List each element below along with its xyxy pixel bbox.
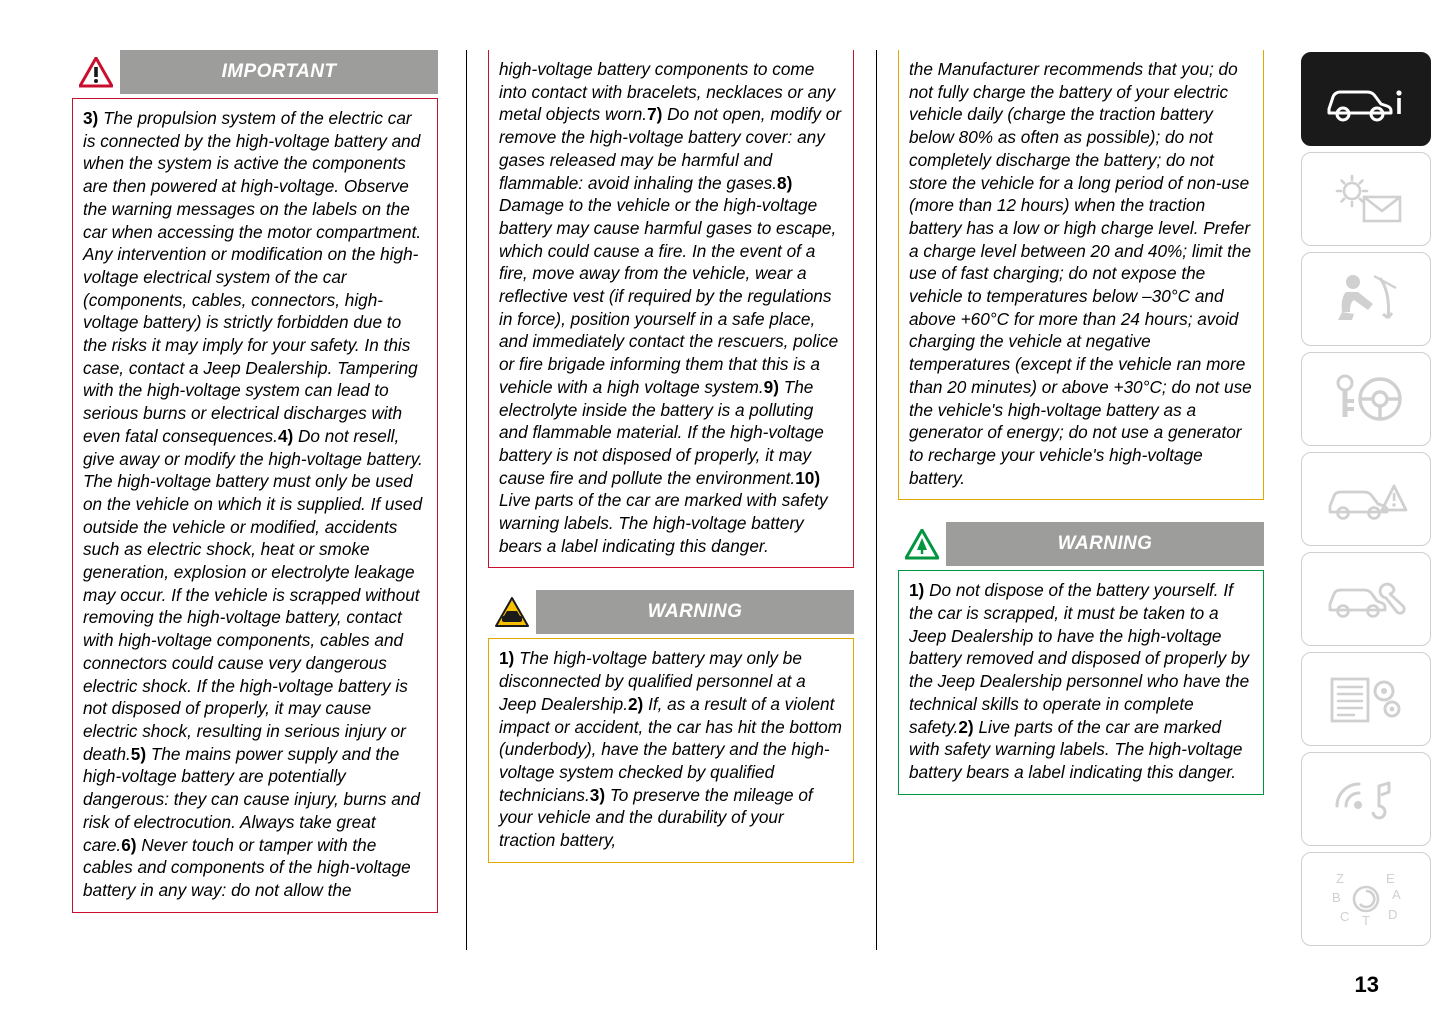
note-text: The mains power supply and the high-voltage battery are potentially dangerous: they can cause injury, burns and risk of electrocution. Always take great care. xyxy=(83,743,420,855)
svg-text:D: D xyxy=(1388,907,1398,922)
note-text: If, as a result of a violent impact or accident, the car has hit the bottom (underbody), have the battery and the high-voltage system checked by qualified technicians. xyxy=(499,693,842,805)
important-note-box xyxy=(72,98,438,913)
note-number: 2) xyxy=(627,693,644,714)
column-divider-1 xyxy=(466,50,467,950)
note-number: 10) xyxy=(795,467,821,488)
warning-note-box-green xyxy=(898,570,1264,794)
dashboard-warning-lights-icon xyxy=(1326,171,1406,227)
section-tab-rail xyxy=(1301,52,1431,952)
note-text: high-voltage battery components to come into contact with bracelets, necklaces or any metal objects worn. xyxy=(499,59,836,125)
starting-and-driving-icon xyxy=(1327,371,1405,427)
note-text: To preserve the mileage of your vehicle and the durability of your traction battery, xyxy=(499,784,813,851)
note-number: 2) xyxy=(958,716,974,737)
important-header xyxy=(72,50,438,94)
note-number: 5) xyxy=(130,743,147,764)
warning-triangle-red-icon xyxy=(72,50,120,94)
note-text: Never touch or tamper with the cables and components of the high-voltage battery in any way: do not allow the xyxy=(83,834,411,900)
note-number: 8) xyxy=(777,172,793,193)
warning-note-box-yellow-continued xyxy=(898,50,1264,500)
column-1 xyxy=(72,50,438,913)
warning-note-box-yellow xyxy=(488,638,854,862)
note-number: 3) xyxy=(83,108,99,128)
column-2 xyxy=(488,50,854,863)
car-info-icon xyxy=(1323,73,1409,125)
warning-triangle-green-icon xyxy=(898,522,946,566)
note-paragraph xyxy=(499,647,843,851)
svg-text:T: T xyxy=(1362,913,1370,928)
note-paragraph xyxy=(83,107,427,902)
svg-text:B: B xyxy=(1332,890,1341,905)
warning-header-green xyxy=(898,522,1264,566)
note-text: The electrolyte inside the battery is a polluting and flammable material. If the high-voltage battery is not disposed of properly, it may cause fire and pollute the environment. xyxy=(499,376,824,488)
svg-text:A: A xyxy=(1392,887,1401,902)
note-text: Do not resell, give away or modify the high-voltage battery. The high-voltage battery must only be used on the vehicle on which it is supplied. If used outside the vehicle or modified, accidents such as electric shock, heat or smoke generation, explosion or electrolyte leakage may occur. If the vehicle is scrapped without removing the high-voltage battery, contact with high-voltage components, cables and connectors could cause very dangerous electric shock. If the high-voltage battery is not disposed of properly, it may cause electric shock, resulting in serious injury or death. xyxy=(83,425,423,764)
note-text: Do not dispose of the battery yourself. If the car is scrapped, it must be taken to a Jeep Dealership to have the high-voltage battery removed and disposed of properly by the Jeep Dealership personnel who have the technical skills to operate in complete safety. xyxy=(909,580,1250,737)
warning-header-label: WARNING xyxy=(1057,533,1153,555)
column-3 xyxy=(898,50,1264,795)
sidebar-item-starting-and-driving[interactable] xyxy=(1301,352,1431,446)
note-text: Damage to the vehicle or the high-voltage battery may cause harmful gases to escape, which could cause a fire. In the event of a fire, move away from the vehicle, wear a reflective vest (if required by the regulations in force), position yourself in a safe place, and immediately contact the rescuers, police or fire brigade informing them that this is a vehicle with a high voltage system. xyxy=(499,195,839,397)
multimedia-icon xyxy=(1327,772,1405,826)
note-paragraph xyxy=(909,58,1253,489)
note-paragraph xyxy=(909,579,1253,783)
svg-text:Z: Z xyxy=(1336,871,1344,886)
sidebar-item-multimedia[interactable] xyxy=(1301,752,1431,846)
technical-specifications-icon xyxy=(1326,671,1406,727)
note-text: Do not open, modify or remove the high-voltage battery cover: any gases released may be harmful and flammable: avoid inhaling the gases. xyxy=(499,104,842,193)
note-number: 9) xyxy=(763,376,779,397)
sidebar-item-dashboard-warning-lights[interactable] xyxy=(1301,152,1431,246)
note-text: Live parts of the car are marked with safety warning labels. The high-voltage battery bears a label indicating this danger. xyxy=(499,490,828,556)
warning-triangle-yellow-icon xyxy=(488,590,536,634)
service-and-maintenance-icon xyxy=(1324,572,1408,626)
column-divider-2 xyxy=(876,50,877,950)
note-number: 1) xyxy=(909,580,925,601)
sidebar-item-car-info[interactable] xyxy=(1301,52,1431,146)
note-number: 3) xyxy=(589,784,606,805)
important-header-label: IMPORTANT xyxy=(221,61,337,82)
note-number: 4) xyxy=(277,425,294,446)
page-number: 13 xyxy=(1354,972,1379,997)
note-text: The propulsion system of the electric car is connected by the high-voltage battery and when the system is active the components are then powered at high-voltage. Observe the warning messages on the labels on the car when accessing the motor compartment. Any intervention or modification on the high-voltage electrical system of the car (components, cables, connectors, high-voltage battery) is strictly forbidden due to the risks it may imply for your safety. In this case, contact a Jeep Dealership. Tampering with the high-voltage system can lead to serious burns or electrical discharges with even fatal consequences. xyxy=(83,108,422,446)
occupant-safety-icon xyxy=(1328,270,1404,328)
note-text: the Manufacturer recommends that you; do not fully charge the battery of your electric vehicle daily (charge the traction battery below 80% as often as possible); do not completely discharge the battery; do not store the vehicle for a long period of non-use (more than 12 hours) when the traction battery has a low or high charge level. Prefer a charge level between 20 and 40%; limit the use of fast charging; do not expose the vehicle to temperatures below –30°C and above +60°C for more than 24 hours; avoid charging the vehicle at negative temperatures (except if the vehicle ran more than 20 minutes) or above +30°C; do not use the vehicle's high-voltage battery as a generator of energy; do not use a generator to recharge your vehicle's high-voltage battery. xyxy=(909,59,1252,488)
note-number: 1) xyxy=(499,648,515,669)
sidebar-item-occupant-safety[interactable] xyxy=(1301,252,1431,346)
note-paragraph xyxy=(499,58,843,557)
sidebar-item-alphabetical-index[interactable] xyxy=(1301,852,1431,946)
warning-header-yellow xyxy=(488,590,854,634)
svg-text:C: C xyxy=(1340,909,1350,924)
note-number: 6) xyxy=(121,834,137,855)
important-note-box-continued xyxy=(488,50,854,568)
warning-header-label: WARNING xyxy=(647,601,743,623)
note-text: The high-voltage battery may only be disconnected by qualified personnel at a Jeep Dealership. xyxy=(499,648,806,714)
svg-text:E: E xyxy=(1386,871,1395,886)
note-number: 7) xyxy=(647,104,663,125)
warning-header-bar-yellow xyxy=(536,590,854,634)
emergency-roadside-icon xyxy=(1324,472,1408,526)
alphabetical-index-icon xyxy=(1324,869,1408,929)
sidebar-item-service-and-maintenance[interactable] xyxy=(1301,552,1431,646)
sidebar-item-technical-specifications[interactable] xyxy=(1301,652,1431,746)
sidebar-item-emergency-roadside[interactable] xyxy=(1301,452,1431,546)
important-header-bar xyxy=(120,50,438,94)
note-text: Live parts of the car are marked with safety warning labels. The high-voltage battery bears a label indicating this danger. xyxy=(909,716,1243,782)
warning-header-bar-green xyxy=(946,522,1264,566)
